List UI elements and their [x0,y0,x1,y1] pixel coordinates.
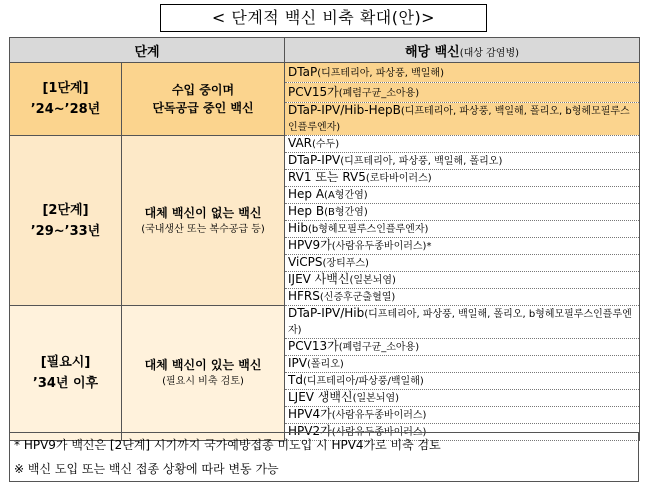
phase-2-stage-cell [10,136,122,306]
vaccine-item: PCV13가(폐렴구균_소아용) [285,339,640,356]
vaccine-item: VAR(수두) [285,136,640,153]
phase-1-description: 수입 중이며 단독공급 중인 백신 [152,83,254,115]
vaccine-item: IPV(폴리오) [285,356,640,373]
vaccine-item: RV1 또는 RV5(로타바이러스) [285,170,640,187]
phase-optional-description-note: (필요시 비축 검토) [162,376,244,387]
vaccine-item: Hep A(A형간염) [285,187,640,204]
vaccine-item: DTaP-IPV(디프테리아, 파상풍, 백일해, 폴리오) [285,153,640,170]
phase-2-description: 대체 백신이 없는 백신 [144,205,262,220]
vaccine-item: Hep B(B형간염) [285,204,640,221]
phase-optional-description-cell [122,306,285,441]
vaccine-item: HFRS(신증후군출혈열) [285,289,640,306]
vaccine-header-note: (대상 감염병) [459,47,520,59]
vaccine-item: DTaP-IPV/Hib(디프테리아, 파상풍, 백일해, 폴리오, b형헤모필루스인플루엔자) [285,306,640,339]
phase-1-label: [1단계] [42,81,89,96]
footnotes-box [9,432,639,482]
phase-optional-group [10,306,640,441]
phase-2-group [10,136,640,306]
vaccine-item: ViCPS(장티푸스) [285,255,640,272]
phase-1-years: ’24~’28년 [30,102,101,117]
vaccine-item: IJEV 사백신(일본뇌염) [285,272,640,289]
phase-optional-stage-cell [10,306,122,441]
table-header-row [10,38,640,63]
phase-optional-description: 대체 백신이 있는 백신 [144,358,262,372]
footnote-change: ※ 백신 도입 또는 백신 접종 상황에 따라 변동 가능 [14,462,279,476]
phase-1-group [10,63,640,136]
page-title: < 단계적 백신 비축 확대(안)> [160,4,487,32]
phase-2-description-note: (국내생산 또는 복수공급 등) [141,223,265,235]
stage-column-header: 단계 [10,38,285,63]
footnote-hpv9: * HPV9가 백신은 [2단계] 시기까지 국가예방접종 미도입 시 HPV4가로 비축 검토 [14,438,441,452]
phase-2-description-cell [122,136,285,306]
vaccine-item: PCV15가(폐렴구균_소아용) [285,83,640,103]
phase-optional-years: ’34년 이후 [32,376,99,391]
vaccine-item: DTaP(디프테리아, 파상풍, 백일해) [285,63,640,83]
vaccine-item: HPV2가(사람유두종바이러스) [285,424,640,441]
vaccine-header-label: 해당 백신 [404,44,460,60]
vaccine-item: DTaP-IPV/Hib-HepB(디프테리아, 파상풍, 백일해, 폴리오, b형헤모필루스인플루엔자) [285,103,640,136]
phase-1-stage-cell [10,63,122,136]
phase-2-years: ’29~’33년 [30,223,101,239]
phase-2-label: [2단계] [42,202,89,218]
vaccine-item: HPV9가(사람유두종바이러스)* [285,238,640,255]
vaccine-item: Td(디프테리아/파상풍/백일해) [285,373,640,390]
vaccine-item: HPV4가(사람유두종바이러스) [285,407,640,424]
vaccine-item: Hib(b형헤모필루스인플루엔자) [285,221,640,238]
vaccine-stockpile-table [9,37,640,441]
phase-optional-label: [필요시] [40,355,91,370]
phase-1-description-cell [122,63,285,136]
vaccine-column-header [285,38,640,63]
vaccine-item: LJEV 생백신(일본뇌염) [285,390,640,407]
